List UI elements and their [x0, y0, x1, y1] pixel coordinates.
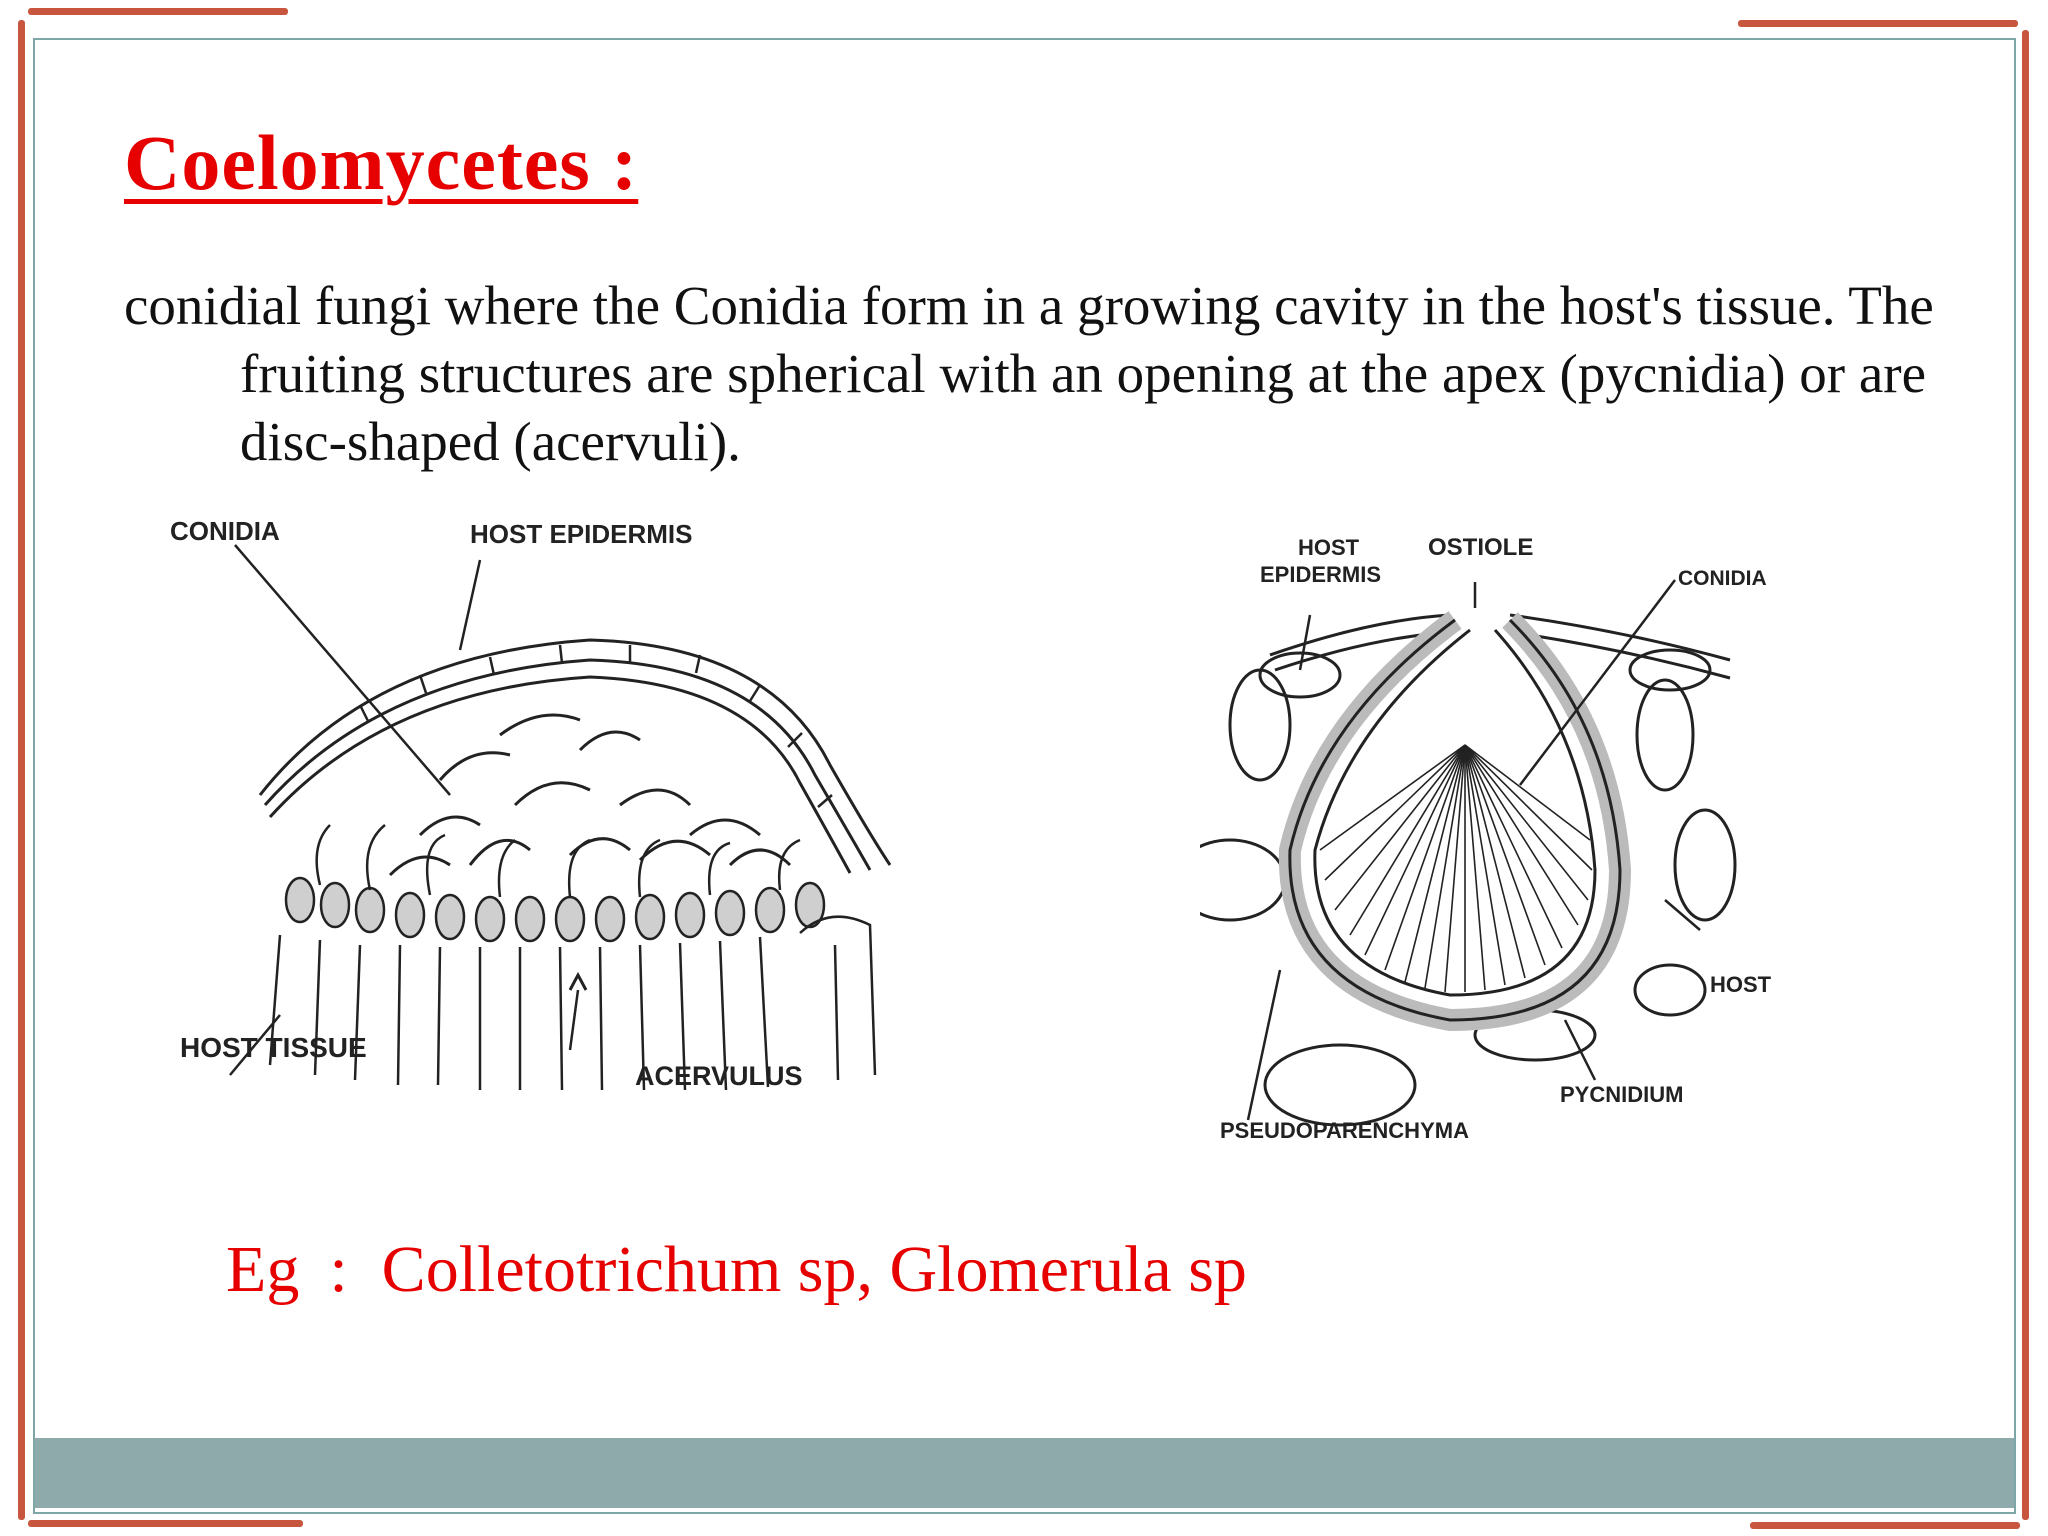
label-host-tissue: HOST TISSUE [180, 1032, 367, 1063]
label-pycnidium: PYCNIDIUM [1560, 1082, 1684, 1107]
example-label: Eg [226, 1233, 300, 1306]
example-line [226, 1232, 1247, 1308]
label-epidermis: EPIDERMIS [1260, 562, 1382, 587]
label-pseudoparenchyma: PSEUDOPARENCHYMA [1220, 1118, 1469, 1143]
label-host-1: HOST [1298, 535, 1360, 560]
slide-description: conidial fungi where the Conidia form in a growing cavity in the host's tissue. The fruiting structures are spherical with an opening at the apex (pycnidia) or are disc-shaped (acervuli). [124, 275, 1934, 472]
example-text: Colletotrichum sp, Glomerula sp [381, 1233, 1247, 1306]
acervulus-illustration [170, 505, 960, 1115]
acervulus-diagram [170, 505, 960, 1115]
frame-accent-bottom-right [1750, 1522, 2020, 1529]
label-ostiole: OSTIOLE [1428, 534, 1534, 561]
pycnidium-diagram [1200, 520, 1800, 1150]
label-conidia: CONIDIA [170, 516, 280, 546]
label-conidia: CONIDIA [1678, 567, 1767, 590]
label-host-epidermis: HOST EPIDERMIS [470, 519, 693, 549]
frame-accent-right [2022, 30, 2029, 1520]
slide-title: Coelomycetes : [124, 119, 639, 206]
example-separator: : [329, 1233, 348, 1306]
frame-accent-left [18, 20, 25, 1520]
frame-accent-top-left [28, 8, 288, 15]
frame-accent-bottom-left [28, 1520, 303, 1527]
frame-accent-top-right [1738, 20, 2018, 27]
pycnidium-illustration [1200, 520, 1800, 1150]
label-host: HOST [1710, 972, 1772, 997]
footer-bar [35, 1438, 2014, 1508]
label-acervulus: ACERVULUS [635, 1061, 803, 1091]
